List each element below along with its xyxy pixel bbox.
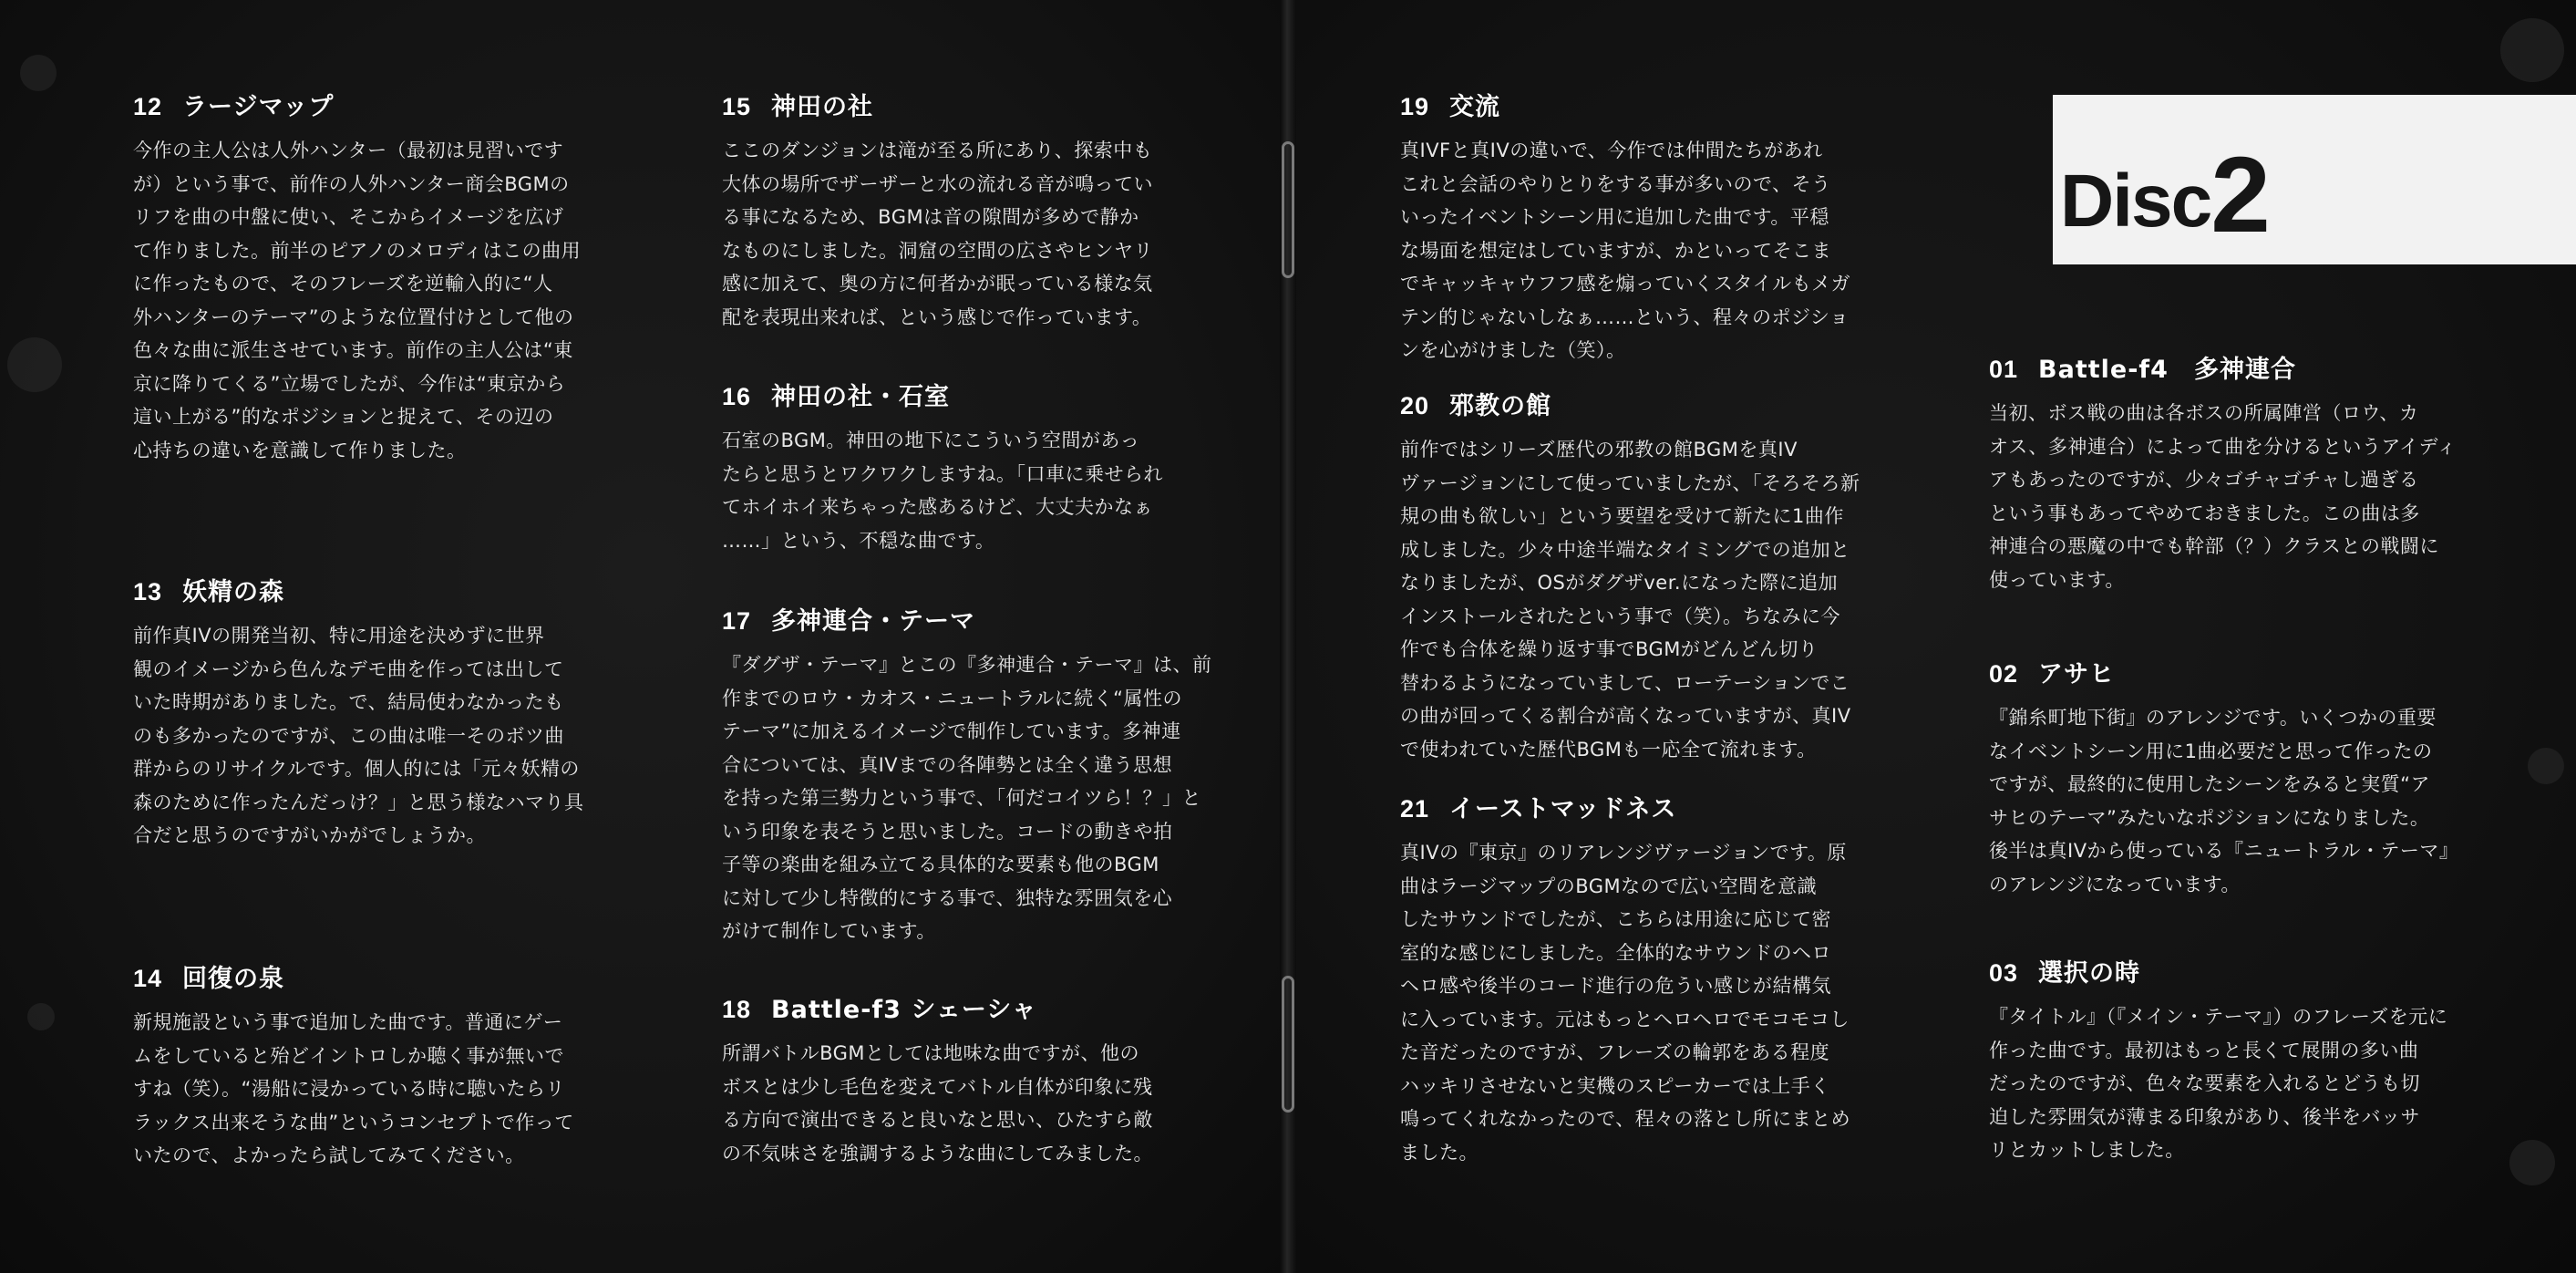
text-line: 規の曲も欲しい」という要望を受けて新たに1曲作 (1400, 505, 1844, 527)
text-line: が）という事で、前作の人外ハンター商会BGMの (133, 172, 570, 195)
staple-bottom (1282, 976, 1294, 1113)
track-number: 03 (1989, 959, 2019, 987)
text-line: 心持ちの違いを意識して作りました。 (133, 439, 467, 461)
track-description (133, 619, 598, 853)
text-line: 合については、真IVまでの各陣勢とは全く違う思想 (722, 753, 1173, 776)
disc2-track-03 (1989, 957, 2454, 1167)
track-title: 妖精の森 (182, 578, 285, 606)
text-line: いったイベントシーン用に追加した曲です。平穏 (1400, 206, 1829, 228)
disc-number: 2 (2210, 135, 2269, 255)
text-line: 当初、ボス戦の曲は各ボスの所属陣営（ロウ、カ (1989, 402, 2419, 424)
track-heading (1400, 390, 1865, 422)
text-line: いたので、よかったら試してみてください。 (133, 1144, 525, 1166)
text-line: ラックス出来そうな曲”というコンセプトで作って (133, 1111, 574, 1133)
track-number: 01 (1989, 356, 2019, 383)
text-line: る事になるため、BGMは音の隙間が多めで静か (722, 206, 1139, 228)
text-line: 今作の主人公は人外ハンター（最初は見習いです (133, 140, 564, 161)
track-12 (133, 91, 598, 467)
track-19 (1400, 91, 1865, 367)
track-13 (133, 576, 598, 853)
text-line: という事もあってやめておきました。この曲は多 (1989, 502, 2420, 524)
text-line: 感に加えて、奥の方に何者かが眠っている様な気 (722, 273, 1153, 295)
text-line: いた時期がありました。で、結局使わなかったも (133, 691, 564, 713)
text-line: 替わるようになっていまして、ローテーションでこ (1400, 671, 1850, 694)
text-line: 這い上がる”的なポジションと捉えて、その辺の (133, 406, 554, 428)
text-line: だったのですが、色々な要素を入れるとどうも切 (1989, 1072, 2420, 1094)
paper-speck (2509, 1140, 2555, 1185)
text-line: 前作真IVの開発当初、特に用途を決めずに世界 (133, 625, 545, 647)
text-line: な場面を想定はしていますが、かといってそこま (1400, 239, 1831, 262)
text-line: なりましたが、OSがダグザver.になった際に追加 (1400, 572, 1839, 594)
text-line: 迫した雰囲気が薄まる印象があり、後半をバッサ (1989, 1105, 2420, 1128)
text-line: なものにしました。洞窟の空間の広さやヒンヤリ (722, 239, 1153, 262)
disc2-track-01 (1989, 354, 2457, 596)
paper-speck (20, 55, 57, 91)
text-line: ですが、最終的に使用したシーンをみると実質“ア (1989, 773, 2430, 795)
track-title: Battle-f3 シェーシャ (771, 996, 1037, 1024)
track-14 (133, 963, 598, 1173)
text-line: の不気味さを強調するような曲にしてみました。 (722, 1142, 1153, 1164)
text-line: ボスとは少し毛色を変えてバトル自体が印象に残 (722, 1075, 1153, 1098)
text-line: 色々な曲に派生させています。前作の主人公は“東 (133, 339, 573, 361)
text-line: 前作ではシリーズ歴代の邪教の館BGMを真IV (1400, 439, 1798, 461)
track-title: イーストマッドネス (1449, 795, 1677, 823)
text-line: インストールされたという事で（笑）。ちなみに今 (1400, 605, 1840, 627)
track-number: 13 (133, 578, 163, 605)
text-line: リとカットしました。 (1989, 1139, 2185, 1161)
text-line: 室的な感じにしました。全体的なサウンドのヘロ (1400, 941, 1831, 964)
track-heading (722, 381, 1187, 413)
paper-speck (2528, 748, 2564, 784)
track-number: 15 (722, 93, 752, 120)
track-title: 多神連合・テーマ (771, 607, 976, 636)
text-line: 『タイトル』（『メイン・テーマ』）のフレーズを元に (1989, 1006, 2448, 1028)
text-line: に作ったもので、そのフレーズを逆輸入的に“人 (133, 273, 553, 295)
text-line: のアレンジになっています。 (1989, 873, 2241, 895)
text-line: 後半は真IVから使っている『ニュートラル・テーマ』 (1989, 840, 2459, 862)
text-line: 神連合の悪魔の中でも幹部（？）クラスとの戦闘に (1989, 535, 2439, 557)
text-line: 使っています。 (1989, 568, 2125, 591)
text-line: テン的じゃないしなぁ……という、程々のポジショ (1400, 305, 1850, 328)
track-number: 18 (722, 996, 752, 1023)
track-description (1989, 1000, 2454, 1167)
text-line: ここのダンジョンは滝が至る所にあり、探索中も (722, 140, 1153, 161)
text-line: オス、多神連合）によって曲を分けるというアイディ (1989, 435, 2457, 458)
track-title: 回復の泉 (182, 965, 285, 993)
track-title: 邪教の館 (1449, 392, 1552, 420)
disc-banner (2053, 95, 2576, 264)
text-line: 子等の楽曲を組み立てる具体的な要素も他のBGM (722, 854, 1159, 875)
text-line: た音だったのですが、フレーズの輪郭をある程度 (1400, 1041, 1830, 1063)
text-line: ンを心がけました（笑）。 (1400, 339, 1626, 361)
text-line: に入っています。元はもっとヘロヘロでモコモコし (1400, 1008, 1850, 1030)
track-description (1989, 701, 2459, 901)
text-line: でキャッキャウフフ感を煽っていくスタイルもメガ (1400, 273, 1851, 295)
text-line: 成しました。少々中途半端なタイミングでの追加と (1400, 538, 1850, 561)
track-heading (722, 605, 1187, 637)
track-heading (133, 91, 598, 123)
text-line: 新規施設という事で追加した曲です。普通にゲー (133, 1011, 563, 1033)
text-line: てホイホイ来ちゃった感あるけど、大丈夫かなぁ (722, 496, 1153, 518)
track-number: 20 (1400, 392, 1430, 419)
text-line: 合だと思うのですがいかがでしょうか。 (133, 824, 486, 846)
track-description (1400, 836, 1865, 1169)
text-line: これと会話のやりとりをする事が多いので、そう (1400, 172, 1831, 195)
track-21 (1400, 793, 1865, 1169)
track-16 (722, 381, 1187, 557)
track-number: 02 (1989, 660, 2019, 688)
text-line: で使われていた歴代BGMも一応全て流れます。 (1400, 738, 1817, 761)
text-line: ました。 (1400, 1141, 1479, 1164)
text-line: 京に降りてくる”立場でしたが、今作は“東京から (133, 372, 566, 395)
track-number: 19 (1400, 93, 1430, 120)
track-title: 交流 (1449, 93, 1501, 121)
track-number: 14 (133, 965, 163, 992)
track-description (133, 1006, 598, 1173)
track-description (722, 1037, 1187, 1170)
text-line: 群からのリサイクルです。個人的には「元々妖精の (133, 758, 580, 780)
text-line: 大体の場所でザーザーと水の流れる音が鳴ってい (722, 172, 1153, 195)
disc-label (2060, 128, 2269, 255)
text-line: のも多かったのですが、この曲は唯一そのボツ曲 (133, 724, 564, 747)
track-description (1400, 433, 1865, 766)
text-line: 外ハンターのテーマ”のような位置付けとして他の (133, 305, 574, 328)
text-line: ……」という、不穏な曲です。 (722, 529, 995, 552)
text-line: がけて制作しています。 (722, 920, 936, 942)
track-description (722, 134, 1187, 334)
text-line: ハッキリさせないと実機のスピーカーでは上手く (1400, 1074, 1830, 1097)
text-line: ヴァージョンにして使っていましたが、「そろそろ新 (1400, 471, 1860, 494)
text-line: 鳴ってくれなかったので、程々の落とし所にまとめ (1400, 1108, 1851, 1130)
track-heading (1400, 793, 1865, 825)
track-17 (722, 605, 1212, 948)
text-line: したサウンドでしたが、こちらは用途に応じて密 (1400, 908, 1831, 930)
text-line: に対して少し特徴的にする事で、独特な雰囲気を心 (722, 886, 1173, 909)
track-description (1989, 397, 2457, 596)
track-heading (1989, 354, 2454, 386)
paper-speck (7, 337, 62, 392)
text-line: 『錦糸町地下街』のアレンジです。いくつかの重要 (1989, 707, 2437, 729)
text-line: 所謂バトルBGMとしては地味な曲ですが、他の (722, 1042, 1140, 1064)
track-number: 21 (1400, 795, 1430, 823)
text-line: 作までのロウ・カオス・ニュートラルに続く“属性の (722, 687, 1183, 709)
text-line: アもあったのですが、少々ゴチャゴチャし過ぎる (1989, 469, 2419, 491)
text-line: 森のために作ったんだっけ？」と思う様なハマり具 (133, 791, 584, 813)
track-heading (1989, 658, 2454, 690)
track-heading (133, 576, 598, 608)
track-title: ラージマップ (182, 93, 335, 121)
text-line: なイベントシーン用に1曲必要だと思って作ったの (1989, 740, 2433, 762)
text-line: る方向で演出できると良いなと思い、ひたすら敵 (722, 1109, 1153, 1131)
track-heading (722, 994, 1187, 1026)
text-line: 作でも合体を繰り返す事でBGMがどんどん切り (1400, 638, 1819, 660)
text-line: いう印象を表そうと思いました。コードの動きや拍 (722, 820, 1173, 843)
text-line: て作りました。前半のピアノのメロディはこの曲用 (133, 239, 582, 262)
disc2-track-02 (1989, 658, 2459, 901)
disc-word: Disc (2060, 160, 2211, 243)
text-line: の曲が回ってくる割合が高くなっていますが、真IV (1400, 705, 1851, 727)
track-title: 神田の社 (771, 93, 874, 121)
text-line: テーマ”に加えるイメージで制作しています。多神連 (722, 720, 1181, 742)
track-number: 12 (133, 93, 163, 120)
text-line: 作った曲です。最初はもっと長くて展開の多い曲 (1989, 1039, 2419, 1061)
track-description (722, 424, 1187, 557)
track-title: アサヒ (2038, 660, 2116, 688)
paper-speck (27, 1003, 55, 1030)
track-heading (1989, 957, 2454, 989)
text-line: 石室のBGM。神田の地下にこういう空間があっ (722, 430, 1140, 451)
text-line: 真IVFと真IVの違いで、今作では仲間たちがあれ (1400, 140, 1823, 161)
text-line: 曲はラージマップのBGMなので広い空間を意識 (1400, 875, 1818, 897)
track-title: 選択の時 (2038, 959, 2141, 988)
track-number: 17 (722, 607, 752, 635)
text-line: 観のイメージから色んなデモ曲を作っては出して (133, 657, 564, 680)
track-description (1400, 134, 1865, 367)
text-line: を持った第三勢力という事で、「何だコイツら！？」と (722, 787, 1201, 809)
track-15 (722, 91, 1187, 334)
staple-top (1282, 141, 1294, 278)
paper-speck (2500, 18, 2564, 82)
text-line: サヒのテーマ”みたいなポジションになりました。 (1989, 806, 2430, 829)
text-line: すね（笑）。“湯船に浸かっている時に聴いたらリ (133, 1078, 565, 1100)
track-heading (133, 963, 598, 995)
track-18 (722, 994, 1187, 1170)
track-title: 神田の社・石室 (771, 383, 951, 411)
track-number: 16 (722, 383, 752, 410)
track-title: Battle-f4 多神連合 (2038, 356, 2296, 384)
track-description (722, 648, 1212, 948)
text-line: リフを曲の中盤に使い、そこからイメージを広げ (133, 206, 564, 228)
text-line: ヘロ感や後半のコード進行の危うい感じが結構気 (1400, 975, 1831, 997)
text-line: 配を表現出来れば、という感じで作っています。 (722, 305, 1152, 328)
text-line: 『ダグザ・テーマ』とこの『多神連合・テーマ』は、前 (722, 654, 1212, 676)
track-20 (1400, 390, 1865, 766)
text-line: 真IVの『東京』のリアレンジヴァージョンです。原 (1400, 842, 1847, 864)
track-heading (722, 91, 1187, 123)
text-line: たらと思うとワクワクしますね。「口車に乗せられ (722, 462, 1163, 485)
track-description (133, 134, 598, 467)
text-line: ムをしていると殆どイントロしか聴く事が無いで (133, 1044, 564, 1067)
track-heading (1400, 91, 1865, 123)
